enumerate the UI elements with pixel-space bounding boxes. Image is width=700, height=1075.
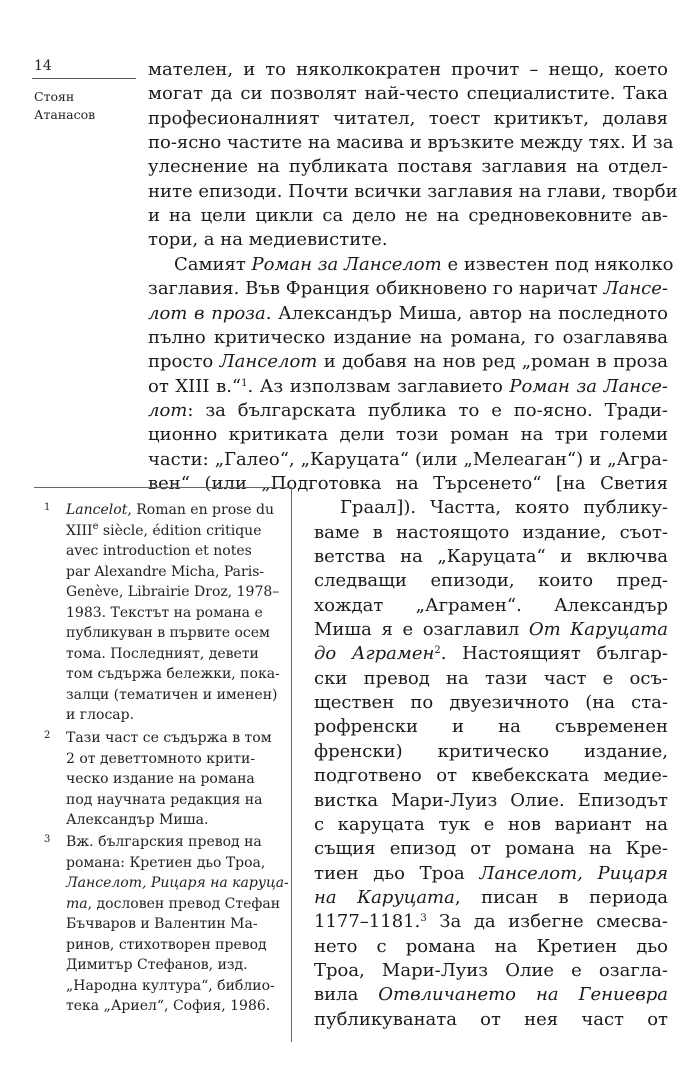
footnote-line: романа: Кретиен дьо Троа, xyxy=(66,854,266,871)
body-line xyxy=(314,740,668,764)
body-line-text: лот в проза. Александър Миша, автор на последното xyxy=(148,302,668,324)
body-line xyxy=(148,180,678,204)
footnote-line: ческо издание на романа xyxy=(66,771,255,787)
body-line xyxy=(314,764,668,788)
footnote xyxy=(44,728,288,831)
body-line-text: рофренски и на съвременен xyxy=(314,716,668,738)
body-line-text: професионалният читател, тоест критикът, долавя xyxy=(148,107,668,129)
footnote-line: и глосар. xyxy=(66,707,135,723)
body-line-text: вистка Мари-Луиз Олие. Епизодът xyxy=(314,789,668,811)
body-line-text: нето с романа на Кретиен дьо xyxy=(314,935,668,957)
footnote-line: публикуван в първите осем xyxy=(66,625,270,641)
body-line xyxy=(148,375,668,399)
body-line-text: части: „Галео“, „Каруцата“ (или „Мелеаган“) и „Агра- xyxy=(148,448,668,470)
footnote xyxy=(44,832,289,1017)
footnote-line: тека „Ариел“, София, 1986. xyxy=(66,998,271,1014)
footnote-number: 3 xyxy=(44,834,51,845)
body-line-text: пълно критическо издание на романа, го озаглавява xyxy=(148,326,668,348)
footnote-line: Димитър Стефанов, изд. xyxy=(66,957,248,973)
body-line xyxy=(148,82,668,106)
body-line-text: ваме в настоящото издание, съот- xyxy=(314,521,668,543)
page-number: 14 xyxy=(34,58,52,74)
body-line xyxy=(314,789,668,813)
body-line-text: вен“ (или „Подготовка на Търсенето“ [на Светия xyxy=(148,472,668,494)
body-line xyxy=(148,448,668,472)
body-line-text: мателен, и то няколкократен прочит – нещо, което xyxy=(148,59,668,80)
body-line-text: ски превод на тази част е осъ- xyxy=(314,667,668,689)
footnote-line: ринов, стихотворен превод xyxy=(66,936,267,953)
body-line xyxy=(148,228,668,252)
body-line-text: същия епизод от романа на Кре- xyxy=(314,838,668,860)
body-line-text: с каруцата тук е нов вариант на xyxy=(314,813,668,835)
body-line xyxy=(314,594,668,618)
body-line-text: публикуваната от нея част от xyxy=(314,1008,668,1030)
footnote-rule-horizontal xyxy=(34,487,292,488)
footnote-line: под научната редакция на xyxy=(66,791,263,808)
footnote-line: залци (тематичен и именен) xyxy=(66,686,278,703)
body-line-text: тори, а на медиевистите. xyxy=(148,229,388,251)
body-line xyxy=(314,886,668,910)
body-line-text: ветства на „Каруцата“ и включва xyxy=(314,546,668,567)
body-line xyxy=(148,277,668,301)
body-line-text: от XIII в.“$^1$. Аз използвам заглавието Роман за Лансе- xyxy=(148,375,668,397)
footnote-line: Тази част се съдържа в том xyxy=(66,730,272,746)
body-line xyxy=(314,959,668,983)
footnote-line: та, дословен превод Стефан xyxy=(66,895,281,912)
footnote-line: Александър Миша. xyxy=(66,812,209,828)
author-last-name: Атанасов xyxy=(34,107,96,122)
author-first-name: Стоян xyxy=(34,89,75,104)
body-line-text: улеснение на публиката поставя заглавия на отдел- xyxy=(148,156,668,178)
body-line-text: ните епизоди. Почти всички заглавия на глави, творби xyxy=(148,180,678,202)
footnote-line: 1983. Текстът на романа е xyxy=(66,604,263,621)
body-line xyxy=(148,423,668,447)
body-line-text: 1177–1181.$^3$ За да избегне смесва- xyxy=(314,911,668,933)
body-line-text: ществен по двуезичното (на ста- xyxy=(314,692,668,714)
footnote-line: Бъчваров и Валентин Ма- xyxy=(66,916,258,932)
body-line-text: на Каруцата, писан в периода xyxy=(314,886,668,908)
body-line xyxy=(314,837,668,861)
body-line xyxy=(314,715,668,739)
body-line xyxy=(148,155,668,179)
body-line-text: заглавия. Във Франция обикновено го наричат Лансе- xyxy=(148,278,668,300)
body-line xyxy=(314,521,668,545)
footnote-rule-vertical xyxy=(291,487,292,1042)
body-line xyxy=(314,813,668,837)
footnote-line: Ланселот, Рицаря на каруца- xyxy=(66,875,289,891)
body-line-text: просто Ланселот и добавя на нов ред „роман в проза xyxy=(148,351,668,373)
body-line-text: могат да си позволят най-често специалистите. Така xyxy=(148,83,668,105)
body-line xyxy=(174,253,674,277)
header-rule xyxy=(32,78,136,79)
body-line xyxy=(314,1008,668,1032)
body-line xyxy=(314,691,668,715)
footnote xyxy=(44,500,288,726)
body-line xyxy=(314,667,668,691)
body-line-text: Троа, Мари-Луиз Олие е озагла- xyxy=(314,959,668,981)
body-line-text: следващи епизоди, които пред- xyxy=(314,570,668,592)
footnote-line: „Народна култура“, библио- xyxy=(66,977,275,994)
body-line xyxy=(340,496,668,520)
body-line xyxy=(148,204,668,228)
body-line-text: до Аграмен$^2$. Настоящият българ- xyxy=(314,643,668,665)
footnote-line: Вж. българския превод на xyxy=(66,834,262,850)
footnote-line: Genève, Librairie Droz, 1978– xyxy=(66,584,280,600)
body-line-text: и на цели цикли са дело не на средновековните ав- xyxy=(148,205,668,227)
body-line-text: подготвено от квебекската медие- xyxy=(314,765,668,787)
running-head-author xyxy=(34,88,95,124)
footnote-number: 2 xyxy=(44,730,51,741)
body-line-text: Самият Роман за Ланселот е известен под няколко xyxy=(174,253,674,275)
body-line xyxy=(314,910,668,934)
body-line xyxy=(148,107,668,131)
footnote-line: par Alexandre Micha, Paris- xyxy=(66,563,265,580)
body-line xyxy=(148,326,668,350)
body-line xyxy=(148,472,668,496)
body-line xyxy=(314,642,668,666)
footnote-line: 2 от деветтомното крити- xyxy=(66,750,256,767)
body-line-text: вила Отвличането на Гениевра xyxy=(314,984,668,1006)
body-line xyxy=(148,302,668,326)
body-line xyxy=(314,618,668,642)
body-line xyxy=(314,569,668,593)
body-line-text: хождат „Аграмен“. Александър xyxy=(314,594,668,616)
footnote-line: XIIIe siècle, édition critique xyxy=(66,520,262,539)
body-line xyxy=(314,983,668,1007)
body-line-text: Граал]). Частта, която публику- xyxy=(340,497,668,519)
body-line xyxy=(314,862,668,886)
footnote-line: том съдържа бележки, пока- xyxy=(66,666,280,682)
body-line-text: ционно критиката дели този роман на три големи xyxy=(148,424,668,446)
body-line xyxy=(314,935,668,959)
footnote-line: avec introduction et notes xyxy=(66,543,252,559)
footnote-line: Lancelot, Roman en prose du xyxy=(66,502,275,518)
body-line xyxy=(148,350,668,374)
body-line-text: по-ясно частите на масива и връзките между тях. И за xyxy=(148,132,674,154)
body-line xyxy=(314,545,668,569)
footnote-number: 1 xyxy=(44,502,51,513)
body-line xyxy=(148,131,674,155)
body-line-text: тиен дьо Троа Ланселот, Рицаря xyxy=(314,862,668,884)
body-line xyxy=(148,58,668,82)
body-line-text: лот: за българската публика то е по-ясно. Тради- xyxy=(148,399,668,421)
footnote-line: тома. Последният, девети xyxy=(66,645,259,662)
body-line-text: френски) критическо издание, xyxy=(314,740,668,762)
body-line xyxy=(148,399,668,423)
body-line-text: Миша я е озаглавил От Каруцата xyxy=(314,619,669,641)
